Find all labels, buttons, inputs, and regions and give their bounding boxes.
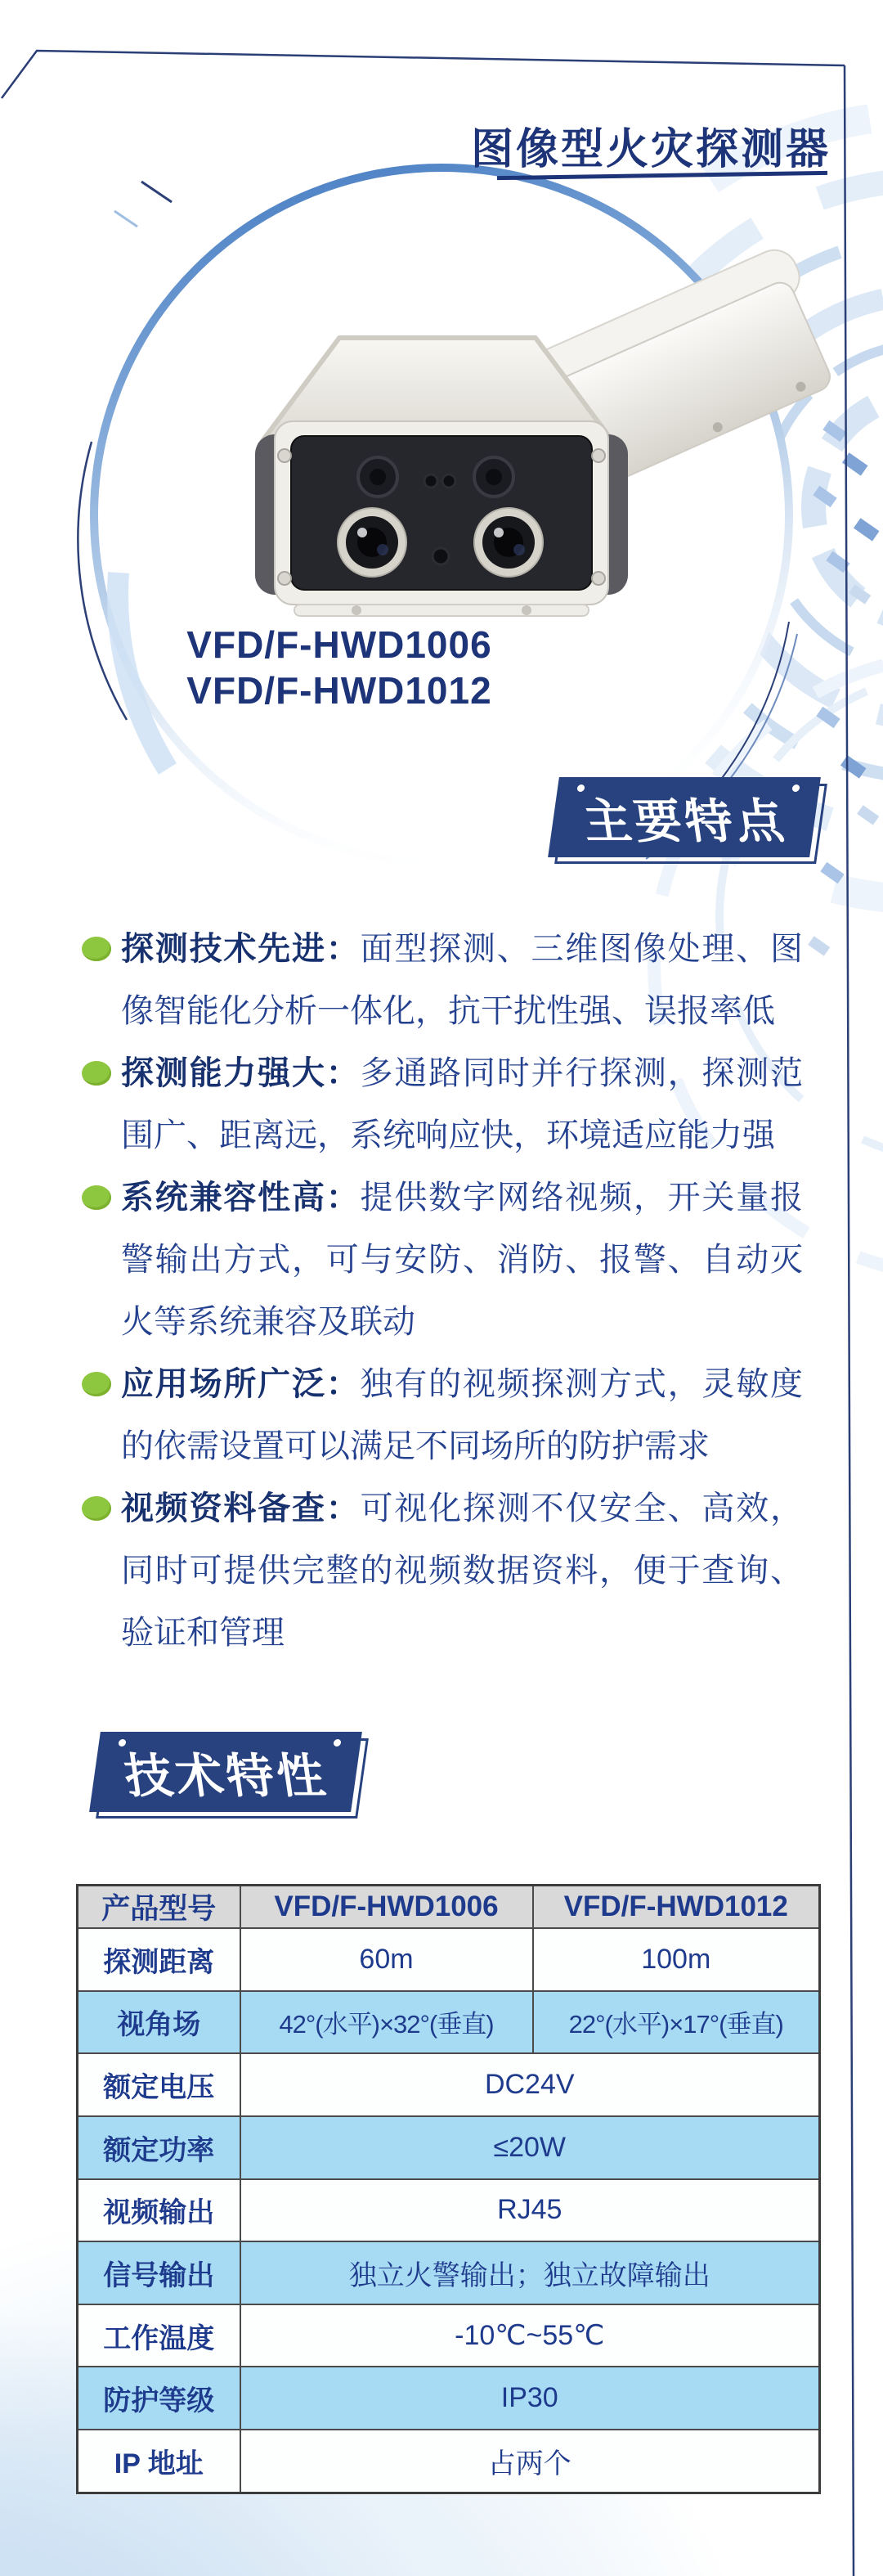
table-row	[78, 2430, 820, 2493]
feature-item	[82, 1042, 803, 1167]
model-name-1: VFD/F-HWD1006	[186, 623, 492, 666]
feature-text: 面型探测、三维图像处理、图像智能化分析一体化，抗干扰性强、误报率低	[121, 931, 804, 1029]
pin-dot-icon	[791, 784, 800, 792]
feature-item	[82, 1167, 803, 1353]
bullet-icon	[82, 937, 111, 961]
feature-label: 视频资料备查：	[121, 1490, 361, 1526]
product-models	[143, 622, 536, 713]
features-badge-title: 主要特点	[580, 795, 791, 848]
row-label: 额定功率	[78, 2116, 240, 2179]
row-value: RJ45	[240, 2179, 820, 2242]
table-row	[78, 2179, 820, 2242]
feature-label: 探测技术先进：	[121, 931, 361, 967]
bullet-icon	[82, 1061, 111, 1086]
row-label: 防护等级	[78, 2367, 240, 2430]
bullet-icon	[82, 1185, 111, 1210]
feature-text: 可视化探测不仅安全、高效，同时可提供完整的视频数据资料，便于查询、验证和管理	[121, 1490, 804, 1651]
table-row	[78, 2116, 820, 2179]
row-value: 60m	[240, 1928, 533, 1991]
row-label: 视角场	[78, 1991, 240, 2054]
feature-text: 提供数字网络视频，开关量报警输出方式，可与安防、消防、报警、自动灭火等系统兼容及联动	[121, 1180, 804, 1340]
page-title: 图像型火灾探测器	[470, 126, 831, 173]
specs-badge	[89, 1732, 362, 1812]
table-row	[78, 1928, 820, 1991]
row-label: 探测距离	[78, 1928, 240, 1991]
row-value: 100m	[533, 1928, 820, 1991]
table-header-model: 产品型号	[78, 1886, 240, 1929]
feature-text: 多通路同时并行探测，探测范围广、距离远，系统响应快，环境适应能力强	[121, 1055, 804, 1153]
row-value: IP30	[240, 2367, 820, 2430]
specs-badge-title: 技术特性	[121, 1750, 332, 1803]
spec-table	[76, 1884, 818, 2494]
row-value: -10℃~55℃	[240, 2304, 820, 2367]
table-header-model-1006: VFD/F-HWD1006	[240, 1886, 533, 1929]
row-value: 独立火警输出；独立故障输出	[240, 2241, 820, 2304]
row-label: 额定电压	[78, 2053, 240, 2116]
feature-label: 应用场所广泛：	[121, 1366, 361, 1402]
row-value: 22°(水平)×17°(垂直)	[533, 1991, 820, 2054]
features-badge	[548, 777, 821, 857]
table-row	[78, 2241, 820, 2304]
table-row	[78, 2367, 820, 2430]
row-value: ≤20W	[240, 2116, 820, 2179]
bullet-icon	[82, 1496, 111, 1521]
table-row	[78, 2304, 820, 2367]
row-label: 信号输出	[78, 2241, 240, 2304]
row-label: 视频输出	[78, 2179, 240, 2242]
row-value: 占两个	[240, 2430, 820, 2493]
feature-label: 系统兼容性高：	[121, 1180, 361, 1216]
feature-item	[82, 1353, 803, 1477]
row-label: IP 地址	[78, 2430, 240, 2493]
feature-item	[82, 1477, 803, 1664]
table-header-model-1012: VFD/F-HWD1012	[533, 1886, 820, 1929]
row-value: 42°(水平)×32°(垂直)	[240, 1991, 533, 2054]
feature-item	[82, 918, 803, 1042]
feature-text: 独有的视频探测方式，灵敏度的依需设置可以满足不同场所的防护需求	[121, 1366, 804, 1464]
bullet-icon	[82, 1372, 111, 1396]
spec-table-body	[78, 1928, 820, 2493]
features-list	[82, 918, 819, 1664]
table-header-row	[78, 1886, 820, 1929]
row-value: DC24V	[240, 2053, 820, 2116]
feature-label: 探测能力强大：	[121, 1055, 361, 1091]
pin-dot-icon	[333, 1739, 341, 1747]
table-row	[78, 2053, 820, 2116]
row-label: 工作温度	[78, 2304, 240, 2367]
table-row	[78, 1991, 820, 2054]
model-name-2: VFD/F-HWD1012	[186, 669, 492, 712]
